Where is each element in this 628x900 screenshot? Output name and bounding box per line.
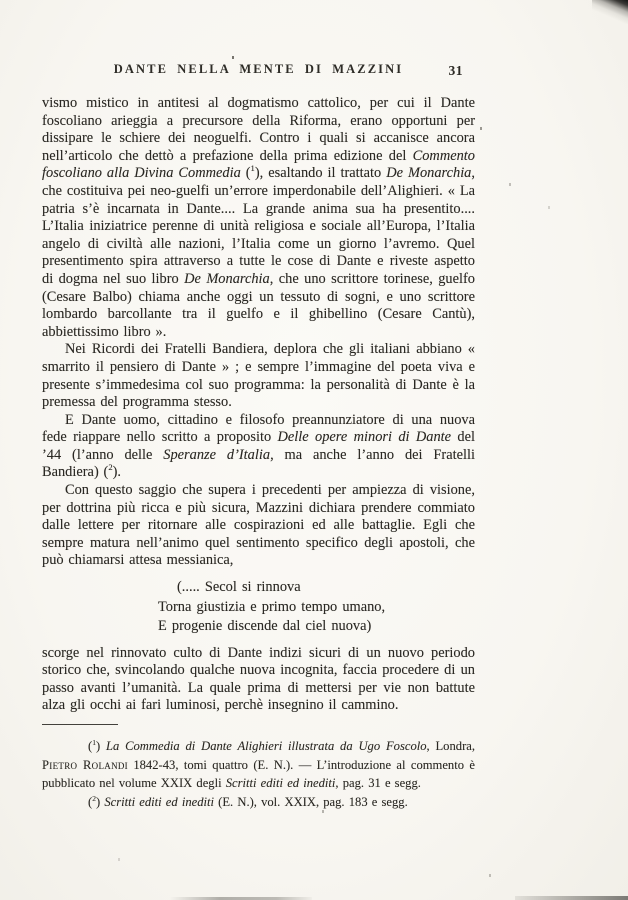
text-run: 1: [250, 163, 255, 174]
running-header: [42, 0, 475, 78]
verse-line: E progenie discende dal ciel nuova): [158, 618, 372, 635]
paragraph: [42, 341, 475, 411]
paragraph: [42, 412, 475, 482]
text-run: (: [240, 165, 251, 182]
text-run: , ma anche l’anno dei Fratelli Bandiera) (: [42, 446, 475, 481]
verse-line: (..... Secol si rinnova: [177, 579, 301, 596]
text-run: Scritti editi ed inediti: [104, 794, 215, 809]
text-run: 2: [108, 462, 113, 473]
text-run: ): [95, 794, 105, 809]
paragraph: [42, 482, 475, 570]
text-run: , Londra,: [426, 738, 476, 753]
footnote-separator: [42, 724, 118, 725]
text-run: De Monarchia: [386, 165, 472, 182]
text-run: , che uno scrittore torinese, guelfo (Cesare Balbo) chiama anche oggi un tessuto di sogni, e uno scrittore lombardo barcollante tra il guelfo e il ghibellino (Cesare Cantù), abbiettissimo libro ».: [42, 270, 475, 340]
text-run: Scritti editi ed inediti: [225, 776, 336, 791]
page-body: [42, 95, 475, 715]
scan-artifact-specks: [0, 0, 2, 3]
scan-artifact-corner: [592, 0, 628, 24]
text-run: , che costituiva pei neo-guelfi un’errore imperdonabile dell’Alighieri. « La patria s’è incarnata in Dante.... La grande anima sua ha presentito.... L’Italia iniziatrice perenne di unità religiosa e sociale all’Europa, l’Italia angelo di civiltà alle nazioni, l’Italia come un giorno l’avremo. Quel presentimento spira attraverso a tutte le cose di Dante e riveste aspetto di dogma nel suo libro: [42, 165, 475, 287]
text-run: ): [95, 738, 106, 753]
text-run: (: [88, 794, 93, 809]
text-run: Commento foscoliano alla Divina Commedia: [42, 147, 475, 182]
footnote-block: [42, 724, 475, 811]
text-run: 1: [92, 737, 96, 747]
paragraph: [42, 645, 475, 715]
footnotes: [42, 737, 475, 811]
text-run: 2: [92, 793, 96, 803]
text-run: Speranze d’Italia: [163, 446, 271, 463]
text-run: ).: [112, 464, 122, 481]
text-run: Delle opere minori di Dante: [277, 429, 452, 446]
text-run: vismo mistico in antitesi al dogmatismo cattolico, per cui il Dante foscoliano arieggia a precursore della Riforma, erano opportuni per dissipare le schiere dei neoguelfi. Contro i quali si accanisce ancora nell’articolo che dettò a prefazione della prima edizione del: [42, 95, 475, 164]
text-run: Nei Ricordi dei Fratelli Bandiera, deplora che gli italiani abbiano « smarrito il pensiero di Dante » ; e sempre l’immagine del poeta viva e presente s’immedesima col suo programma: la personalità di Dante è la premessa del programma stesso.: [42, 341, 475, 411]
text-run: (: [88, 738, 93, 753]
verse-quote: [158, 578, 475, 637]
text-run: scorge nel rinnovato culto di Dante indizi sicuri di un nuovo periodo storico che, svincolando qualche nuova incognita, faccia procedere di un passo avanti l’umanità. La quale prima di mettersi per vie non battute alza gli occhi ai fari luminosi, perchè insegnino il cammino.: [42, 644, 475, 714]
text-run: De Monarchia: [184, 270, 270, 287]
text-run: La Commedia di Dante Alighieri illustrata da Ugo Foscolo: [106, 738, 427, 753]
text-run: Con questo saggio che supera i precedenti per ampiezza di visione, per dottrina più ricca e più sicura, Mazzini dichiara prendere commiato dalle lettere per ritornare alle cospirazioni ed alle battaglie. Egli che sempre matura nell’animo quel sentimento specifico degli apostoli, che può chiamarsi attesa messianica,: [42, 482, 475, 569]
text-run: E Dante uomo, cittadino e filosofo preannunziatore di una nuova fede riappare nello scritto a proposito: [42, 411, 475, 446]
footnote: [42, 793, 475, 812]
paragraph: [42, 95, 475, 341]
text-run: Pietro Rolandi: [42, 757, 128, 772]
footnote: [42, 737, 475, 793]
text-run: del ’44 (l’anno delle: [42, 429, 475, 463]
running-header-title: DANTE NELLA MENTE DI MAZZINI: [113, 62, 404, 76]
text-run: ), esaltando il trattato: [254, 165, 387, 182]
text-run: 1842-43, tomi quattro (E. N.). — L’introduzione al commento è pubblicato nel volume XXIX degli: [42, 757, 475, 791]
page-number: 31: [448, 63, 463, 78]
text-run: (E. N.), vol. XXIX, pag. 183 e segg.: [214, 794, 408, 809]
scan-artifact-bottom-right: [515, 896, 628, 900]
verse-line: Torna giustizia e primo tempo umano,: [158, 598, 386, 615]
text-run: , pag. 31 e segg.: [335, 776, 421, 791]
